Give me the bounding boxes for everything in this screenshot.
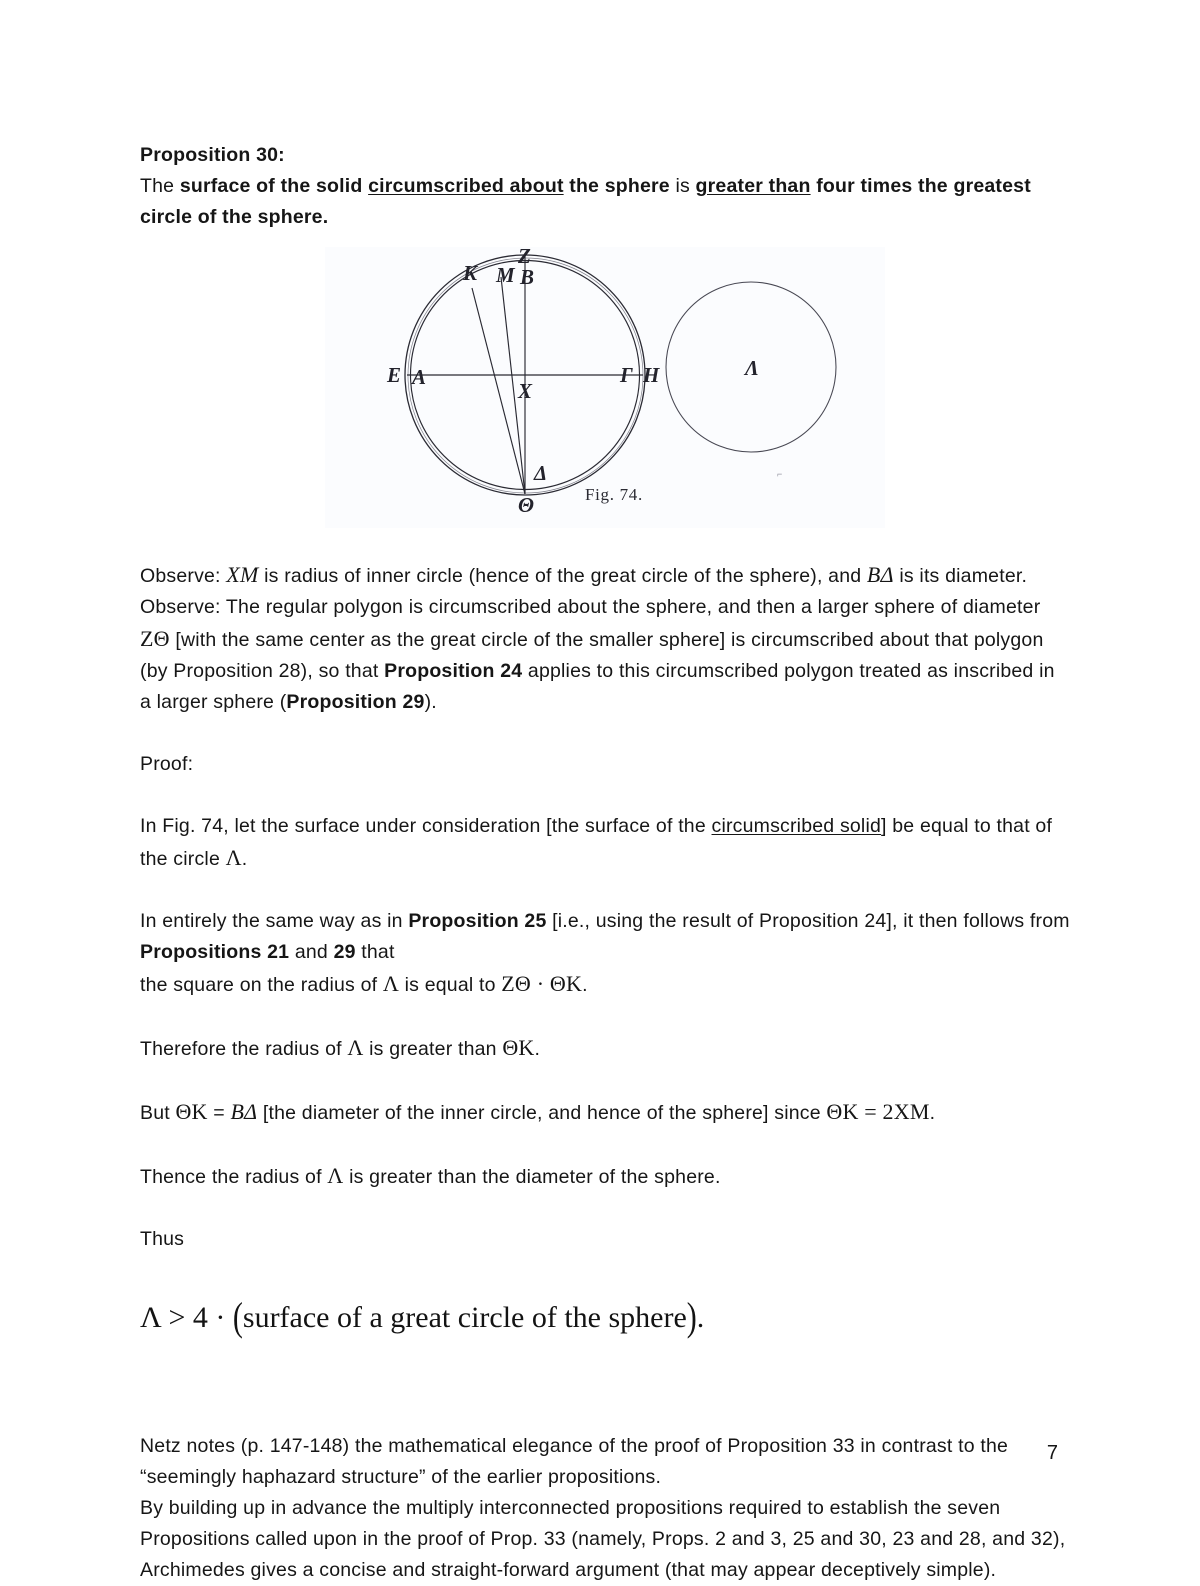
p1-underlined: circumscribed solid [711,815,882,837]
obs1-bdelta: BΔ [866,562,894,587]
proof-para-1 [140,811,1070,875]
figure-label-A: A [412,365,427,389]
figure-label-Theta: Θ [518,493,535,517]
eq-text: surface of a great circle of the sphere [242,1301,687,1334]
p2-c: and [289,941,334,963]
obs2-ztheta: ZΘ [140,626,170,651]
page-number: 7 [1046,1442,1058,1464]
p4-a: But [140,1102,176,1124]
p2-prop25: Proposition 25 [408,910,547,932]
figure-label-X: X [518,379,533,403]
p4-b: = [207,1102,231,1124]
p5-b: is greater than the diameter of the sphere. [343,1166,721,1188]
p5-a: Thence the radius of [140,1166,328,1188]
obs2-prop29: Proposition 29 [286,691,425,713]
p3-a: Therefore the radius of [140,1038,348,1060]
print-artifact-mark: ⌐ [777,469,783,479]
figure-label-K: K [463,261,478,285]
p3-b: is greater than [363,1038,503,1060]
figure-74-wrapper [140,244,1070,528]
p2-f: is equal to [399,974,502,996]
p1-a: In Fig. 74, let the surface under consideration [the surface of the [140,815,712,837]
obs1-c: is its diameter. [893,565,1028,587]
figure-label-Lambda: Λ [745,356,760,380]
page-content [140,140,1070,1586]
figure-label-Gamma: Γ [620,363,633,387]
obs2-b: [with the same center as the great circle of the smaller sphere] is circumscribed about that polygon (by Proposition 28), so that [140,629,1044,682]
p4-d: . [929,1102,936,1124]
proposition-statement [140,171,1070,233]
p2-lambda: Λ [382,971,400,996]
p1-c: . [241,848,248,870]
eq-period: . [696,1301,705,1334]
proof-para-4 [140,1096,1070,1129]
proof-para-5 [140,1160,1070,1193]
statement-part-3: circumscribed about [368,175,564,197]
statement-part-4: the sphere [563,175,670,197]
obs2-c: applies to this circumscribed polygon treated as inscribed in a larger sphere ( [140,660,1055,713]
observation-line-1 [140,559,1070,592]
p2-b: [i.e., using the result of Proposition 24], it then follows from [546,910,1070,932]
p2-a: In entirely the same way as in [140,910,409,932]
thus-label: Thus [140,1228,185,1250]
eq-open-paren: ( [232,1295,243,1340]
obs2-prop24: Proposition 24 [384,660,523,682]
p2-props21: Propositions 21 [140,941,290,963]
p3-lambda: Λ [347,1035,364,1060]
proof-para-3 [140,1032,1070,1065]
obs2-a: Observe: The regular polygon is circumscribed about the sphere, and then a larger sphere of diameter [140,596,1041,618]
proposition-label: Proposition 30: [140,144,285,166]
statement-part-1: The [140,175,180,197]
figure-label-M: M [496,263,515,287]
p2-g: . [582,974,588,996]
conclusion-equation [140,1295,1070,1340]
statement-part-5: is [669,175,696,197]
statement-part-7: four times the greatest circle of the sphere [140,175,1031,228]
statement-part-6: greater than [695,175,811,197]
figure-74 [325,244,885,528]
obs1-a: Observe: [140,565,227,587]
p2-e: the square on the radius of [140,974,383,996]
proof-label: Proof: [140,753,194,775]
obs1-b: is radius of inner circle (hence of the great circle of the sphere), and [258,565,867,587]
figure-label-Delta: Δ [534,461,548,485]
proposition-heading [140,140,1070,233]
p4-thetak: ΘK [175,1099,208,1124]
proof-para-2 [140,906,1070,1001]
eq-close-paren: ) [686,1295,697,1340]
figure-label-Z: Z [518,244,531,268]
p3-thetak: ΘK [502,1035,535,1060]
p4-eq: ΘK = 2XM [826,1099,930,1124]
statement-part-8: . [322,206,329,228]
obs1-xm: XM [226,562,259,587]
observation-line-2 [140,592,1070,718]
p1-b: ] be equal to that of the circle [140,815,1053,870]
p2-d: that [355,941,395,963]
p2-expr: ZΘ · ΘK [501,971,583,996]
p4-bdelta: BΔ [230,1099,258,1124]
figure-label-H: H [643,363,660,387]
figure-label-E: E [387,363,402,387]
p1-lambda: Λ [225,845,242,870]
p2-prop29: 29 [333,941,356,963]
notes-para-2: By building up in advance the multiply interconnected propositions required to establish the seven Propositions called upon in the proof of Prop. 33 (namely, Props. 2 and 3, 25 and 30, 23 and 28, and 32), Archimedes gives a concise and straight-forward argument (that may appear deceptively simple). [140,1497,1066,1581]
p5-lambda: Λ [327,1163,344,1188]
p4-c: [the diameter of the inner circle, and hence of the sphere] since [257,1102,827,1124]
figure-label-B: B [520,265,535,289]
obs2-d: ). [424,691,437,713]
notes-para-1: Netz notes (p. 147-148) the mathematical elegance of the proof of Proposition 33 in contrast to the “seemingly haphazard structure” of the earlier propositions. [140,1435,1009,1488]
p3-c: . [534,1038,541,1060]
eq-lhs: Λ > 4 · [140,1301,233,1334]
statement-part-2: surface of the solid [179,175,369,197]
figure-caption: Fig. 74. [585,485,643,504]
